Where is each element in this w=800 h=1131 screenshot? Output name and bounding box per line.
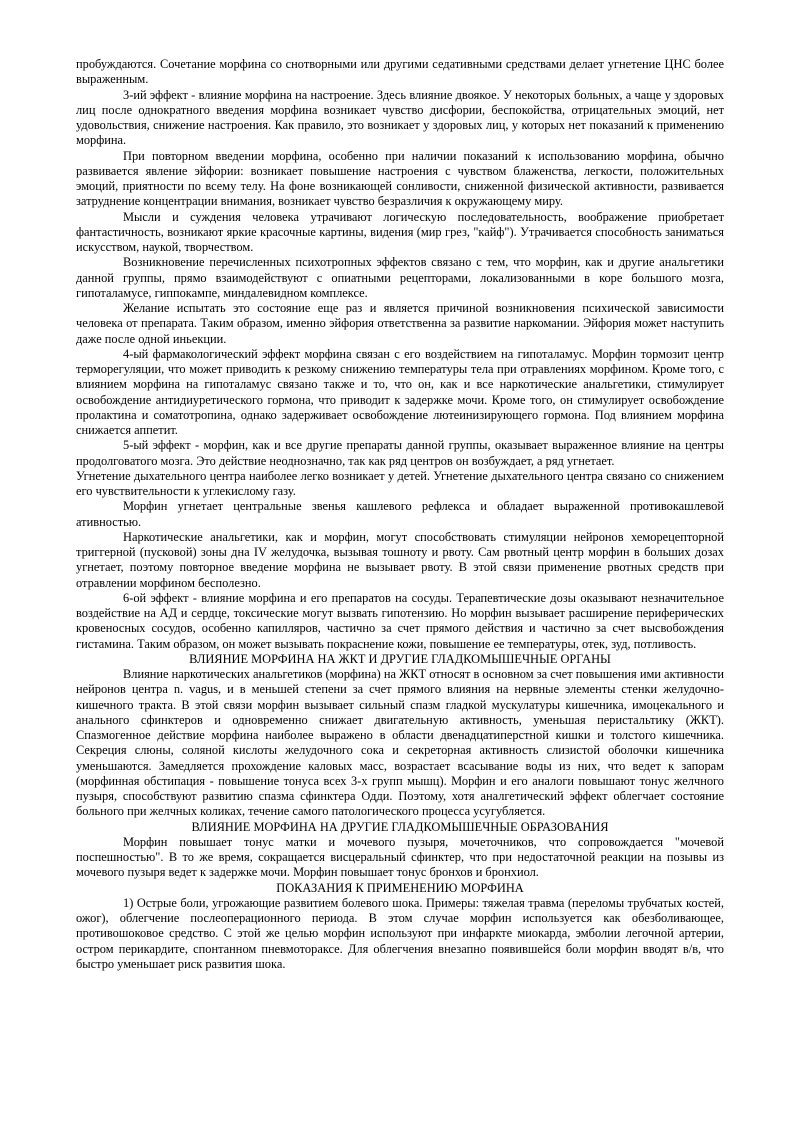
- section-heading: ВЛИЯНИЕ МОРФИНА НА ДРУГИЕ ГЛАДКОМЫШЕЧНЫЕ ОБРАЗОВАНИЯ: [191, 819, 609, 834]
- paragraph: При повторном введении морфина, особенно при наличии показаний к использованию морфина, обычно развивается явление эйфории: возникает повышение настроения с чувством блаженства, легкости, положительных эмоций, приятности по всему телу. На фоне возникающей сонливости, сниженной физической активности, развивается затруднение концентрации внимания, возникает чувство безразличия к окружающему миру.: [76, 148, 724, 209]
- paragraph: 3-ий эффект - влияние морфина на настроение. Здесь влияние двоякое. У некоторых больных, а чаще у здоровых лиц после однократного введения морфина возникает чувство дисфории, беспокойства, отрицательных эмоций, нет удовольствия, снижение настроения. Как правило, это возникает у здоровых лиц, у которых нет показаний к применению морфина.: [76, 87, 724, 148]
- paragraph: Морфин угнетает центральные звенья кашлевого рефлекса и обладает выраженной противокашлевой ативностью.: [76, 499, 724, 529]
- paragraph: 6-ой эффект - влияние морфина и его препаратов на сосуды. Терапевтические дозы оказывают незначительное воздействие на АД и сердце, токсические могут вызвать гипотензию. Но морфин вызывает расширение периферических кровеносных сосудов, особенно капилляров, частично за счет прямого действия и частично за счет высвобождения гистамина. Таким образом, он может вызывать покраснение кожи, повышение ее температуры, отек, зуд, потливость.: [76, 590, 724, 651]
- paragraph: Влияние наркотических анальгетиков (морфина) на ЖКТ относят в основном за счет повышения ими активности нейронов центра n. vagus, и в меньшей степени за счет прямого влияния на нервные элементы стенки желудочно-кишечного тракта. В этой связи морфин вызывает сильный спазм гладкой мускулатуры кишечника, имоцекального и анального сфинктеров и одновременно снижает двигательную активность, уменьшая перистальтику (ЖКТ). Спазмогенное действие морфина наиболее выражено в области двенадцатиперстной кишки и толстого кишечника. Секреция слюны, соляной кислоты желудочного сока и секреторная активность слизистой оболочки кишечника уменьшаются. Замедляется прохождение каловых масс, возрастает всасывание воды из них, что ведет к запорам (морфинная обстипация - повышение тонуса всех 3-х групп мышц). Морфин и его аналоги повышают тонус желчного пузыря, способствуют развитию спазма сфинктера Одди. Поэтому, хотя аналгетический эффект облегчает состояние больного при желчных коликах, течение самого патологического процесса усугубляется.: [76, 667, 724, 819]
- paragraph: 4-ый фармакологический эффект морфина связан с его воздействием на гипоталамус. Морфин тормозит центр терморегуляции, что может приводить к резкому снижению температуры тела при отравлениях морфином. Кроме того, с влиянием морфина на гипоталамус связано также и то, что он, как и все наркотические анальгетики, стимулирует освобождение антидиуретического гормона, что приводит к задержке мочи. Кроме того, он стимулирует освобождение пролактина и соматотропина, однако задерживает освобождение лютеинизирующего гормона. Под влиянием морфина снижается аппетит.: [76, 346, 724, 437]
- paragraph: Угнетение дыхательного центра наиболее легко возникает у детей. Угнетение дыхательного центра связано со снижением его чувствительности к углекислому газу.: [76, 468, 724, 498]
- paragraph: Возникновение перечисленных психотропных эффектов связано с тем, что морфин, как и другие анальгетики данной группы, прямо взаимодействуют с опиатными рецепторами, локализованными в коре большого мозга, гипоталамусе, гиппокампе, миндалевидном комплексе.: [76, 255, 724, 300]
- section-heading: ВЛИЯНИЕ МОРФИНА НА ЖКТ И ДРУГИЕ ГЛАДКОМЫШЕЧНЫЕ ОРГАНЫ: [189, 651, 611, 666]
- section-heading: ПОКАЗАНИЯ К ПРИМЕНЕНИЮ МОРФИНА: [276, 880, 524, 895]
- paragraph: Мысли и суждения человека утрачивают логическую последовательность, воображение приобретает фантастичность, возникают яркие красочные картины, видения (мир грез, "кайф"). Утрачивается способность заниматься искусством, наукой, творчеством.: [76, 209, 724, 254]
- paragraph: Наркотические анальгетики, как и морфин, могут способствовать стимуляции нейронов хеморецепторной триггерной (пусковой) зоны дна IV желудочка, вызывая тошноту и рвоту. Сам рвотный центр морфин в больших дозах угнетает, поэтому повторное введение морфина не вызывает рвоту. В этой связи применение рвотных средств при отравлении морфином бесполезно.: [76, 529, 724, 590]
- paragraph: пробуждаются. Сочетание морфина со снотворными или другими седативными средствами делает угнетение ЦНС более выраженным.: [76, 57, 724, 87]
- paragraph: 5-ый эффект - морфин, как и все другие препараты данной группы, оказывает выраженное влияние на центры продолговатого мозга. Это действие неоднозначно, так как ряд центров он возбуждает, а ряд угнетает.: [76, 438, 724, 468]
- paragraph: Морфин повышает тонус матки и мочевого пузыря, мочеточников, что сопровождается "мочевой поспешностью". В то же время, сокращается висцеральный сфинктер, что при недостаточной реакции на позывы из мочевого пузыря ведет к задержке мочи. Морфин повышает тонус бронхов и бронхиол.: [76, 834, 724, 880]
- paragraph: Желание испытать это состояние еще раз и является причиной возникновения психической зависимости человека от препарата. Таким образом, именно эйфория ответственна за развитие наркомании. Эйфория может наступить даже после одной иньекции.: [76, 301, 724, 346]
- paragraph: 1) Острые боли, угрожающие развитием болевого шока. Примеры: тяжелая травма (переломы трубчатых костей, ожог), облегчение послеоперационного периода. В этом случае морфин используется как обезболивающее, противошоковое средство. С этой же целью морфин используют при инфаркте миокарда, эмболии легочной артерии, остром перикардите, спонтанном пневмотораксе. Для облегчения внезапно появившейся боли морфин вводят в/в, что быстро уменьшает риск развития шока.: [76, 895, 724, 971]
